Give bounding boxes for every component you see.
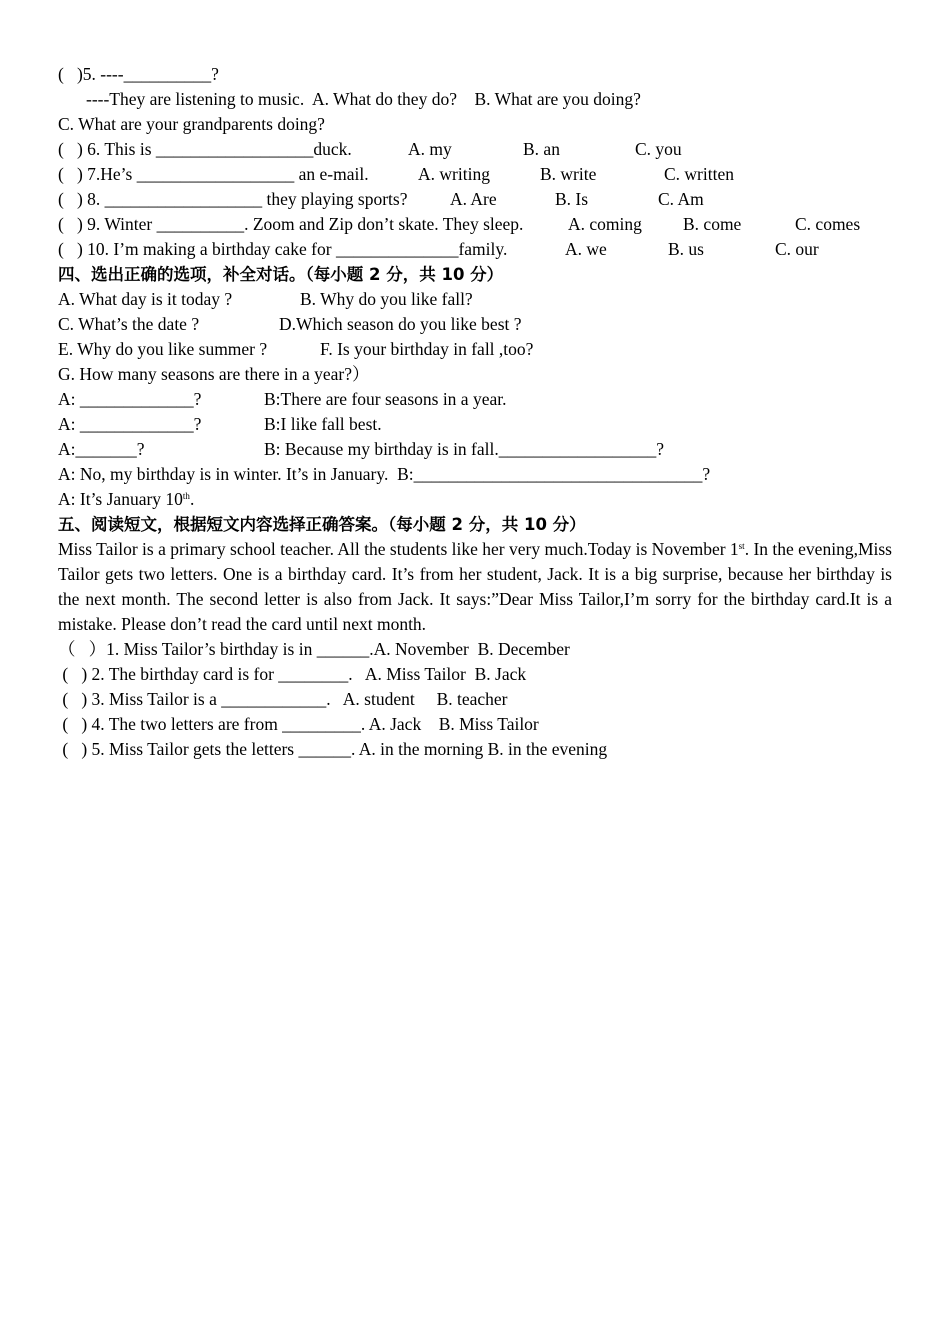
q9-stem: ( ) 9. Winter __________. Zoom and Zip don’t skate. They sleep. bbox=[58, 214, 524, 234]
dialogue5 bbox=[58, 487, 194, 512]
q9-option-a: A. coming bbox=[568, 214, 642, 234]
part5-heading: 五、阅读短文，根据短文内容选择正确答案。（每小题 2 分，共 10 分） bbox=[58, 515, 586, 534]
dialogue4: A: No, my birthday is in winter. It’s in January. B:_________________________________? bbox=[58, 464, 711, 484]
q9-option-c: C. comes bbox=[795, 214, 861, 234]
reading-q3: ( ) 3. Miss Tailor is a ____________. A. student B. teacher bbox=[58, 689, 508, 709]
q5-option-c: C. What are your grandparents doing? bbox=[58, 114, 325, 134]
q7-stem: ( ) 7.He’s __________________ an e-mail. bbox=[58, 164, 369, 184]
dialogue5-end: . bbox=[189, 489, 195, 509]
dialogue3-a: A:_______? bbox=[58, 439, 145, 459]
q10-stem: ( ) 10. I’m making a birthday cake for ______________family. bbox=[58, 239, 508, 259]
dialogue5-superscript: th bbox=[182, 491, 190, 501]
reading-q4: ( ) 4. The two letters are from _________. A. Jack B. Miss Tailor bbox=[58, 714, 539, 734]
reading-q1: （ ）1. Miss Tailor’s birthday is in ______.A. November B. December bbox=[58, 639, 570, 659]
q9-option-b: B. come bbox=[683, 214, 742, 234]
q6-option-c: C. you bbox=[635, 139, 682, 159]
q7-option-a: A. writing bbox=[418, 164, 490, 184]
dialogue5-text: A: It’s January 10 bbox=[58, 489, 183, 509]
part4-option-e: E. Why do you like summer ? bbox=[58, 339, 268, 359]
dialogue1-b: B:There are four seasons in a year. bbox=[264, 389, 507, 409]
part4-option-c: C. What’s the date ? bbox=[58, 314, 200, 334]
q5-stem: ( )5. ----__________? bbox=[58, 64, 219, 84]
q7-option-b: B. write bbox=[540, 164, 597, 184]
part4-option-a: A. What day is it today ? bbox=[58, 289, 233, 309]
part4-option-d: D.Which season do you like best ? bbox=[279, 314, 522, 334]
passage-text-start: Miss Tailor is a primary school teacher. All the students like her very much.Today is November 1 bbox=[58, 539, 739, 559]
passage-superscript: st bbox=[738, 541, 745, 551]
part4-option-b: B. Why do you like fall? bbox=[300, 289, 473, 309]
q8-option-a: A. Are bbox=[450, 189, 497, 209]
q8-stem: ( ) 8. __________________ they playing sports? bbox=[58, 189, 408, 209]
dialogue2-b: B:I like fall best. bbox=[264, 414, 382, 434]
dialogue3-b: B: Because my birthday is in fall.__________________? bbox=[264, 439, 665, 459]
q10-option-a: A. we bbox=[565, 239, 607, 259]
q10-option-c: C. our bbox=[775, 239, 819, 259]
part4-option-g: G. How many seasons are there in a year?） bbox=[58, 364, 370, 384]
q5-answer-line: ----They are listening to music. A. What do they do? B. What are you doing? bbox=[86, 89, 641, 109]
reading-q2: ( ) 2. The birthday card is for ________. A. Miss Tailor B. Jack bbox=[58, 664, 527, 684]
reading-q5: ( ) 5. Miss Tailor gets the letters ______. A. in the morning B. in the evening bbox=[58, 739, 608, 759]
q6-option-a: A. my bbox=[408, 139, 452, 159]
q6-option-b: B. an bbox=[523, 139, 560, 159]
dialogue2-a: A: _____________? bbox=[58, 414, 202, 434]
dialogue1-a: A: _____________? bbox=[58, 389, 202, 409]
q8-option-c: C. Am bbox=[658, 189, 704, 209]
reading-passage bbox=[58, 537, 892, 637]
q8-option-b: B. Is bbox=[555, 189, 589, 209]
q10-option-b: B. us bbox=[668, 239, 704, 259]
part4-option-f: F. Is your birthday in fall ,too? bbox=[320, 339, 534, 359]
passage-text-rest: . In the evening,Miss Tailor gets two letters. One is a birthday card. It’s from her student, Jack. It is a big surprise, because her birthday is the next month. The second letter is also from Jack. It says:”Dear Miss Tailor,I’m sorry for the birthday card.It is a mistake. Please don’t read the card until next month. bbox=[58, 539, 892, 634]
q6-stem: ( ) 6. This is __________________duck. bbox=[58, 139, 352, 159]
q7-option-c: C. written bbox=[664, 164, 734, 184]
part4-heading: 四、选出正确的选项，补全对话。（每小题 2 分，共 10 分） bbox=[58, 265, 504, 284]
